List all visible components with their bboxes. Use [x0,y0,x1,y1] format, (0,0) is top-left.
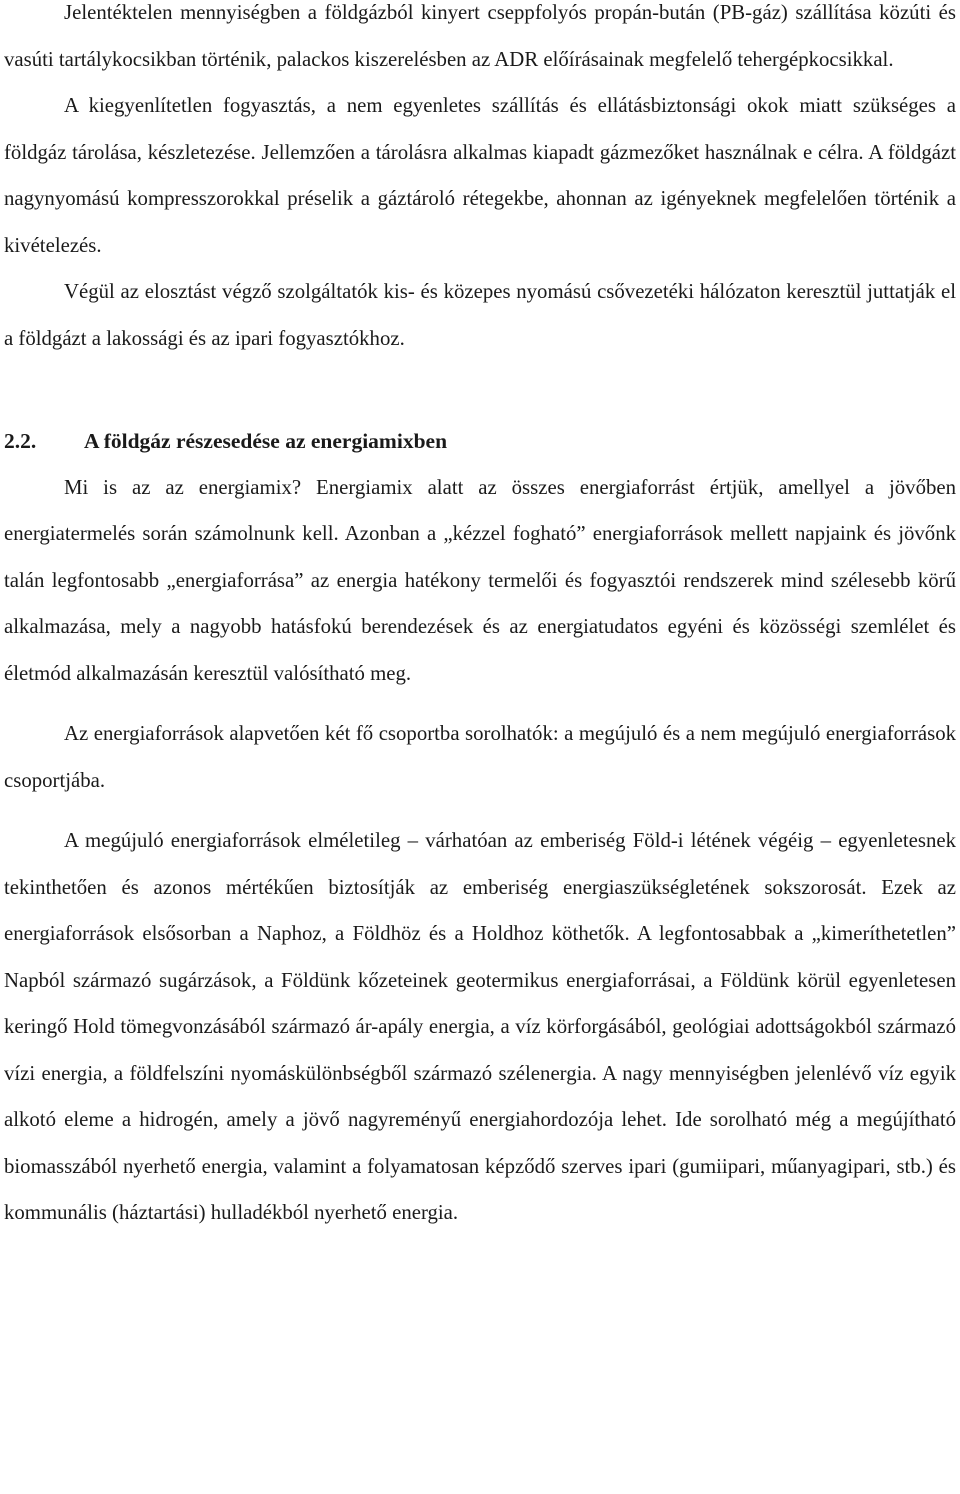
intro-paragraph-3: Végül az elosztást végző szolgáltatók kis- és közepes nyomású csővezetéki hálózaton keresztül juttatják el a földgázt a lakossági és az ipari fogyasztókhoz. [4,280,956,350]
document-page [4,0,956,1237]
body-paragraph-3: A megújuló energiaforrások elméletileg – várhatóan az emberiség Föld-i létének végéig – egyenletesnek tekinthetően és azonos mértékűen biztosítják az emberiség energiaszükségletének sokszorosát. Ezek az energiaforrások elsősorban a Naphoz, a Földhöz és a Holdhoz köthetők. A legfontosabbak a „kimeríthetetlen” Napból származó sugárzások, a Földünk kőzeteinek geotermikus energiaforrásai, a Földünk körül egyenletesen keringő Hold tömegvonzásából származó ár-apály energia, a víz körforgásából, geológiai adottságokból származó vízi energia, a földfelszíni nyomáskülönbségből származó szélenergia. A nagy mennyiségben jelenlévő víz egyik alkotó eleme a hidrogén, amely a jövő nagyreményű energiahordozója lehet. Ide sorolható még a megújítható biomasszából nyerhető energia, valamint a folyamatosan képződő szerves ipari (gumiipari, műanyagipari, stb.) és kommunális (háztartási) hulladékból nyerhető energia. [4,829,956,1224]
section-heading [4,418,956,465]
body-paragraph-2: Az energiaforrások alapvetően két fő csoportba sorolhatók: a megújuló és a nem megújuló energiaforrások csoportjába. [4,722,956,792]
intro-paragraph-2: A kiegyenlítetlen fogyasztás, a nem egyenletes szállítás és ellátásbiztonsági okok miatt szükséges a földgáz tárolása, készletezése. Jellemzően a tárolásra alkalmas kiapadt gázmezőket használnak e célra. A földgázt nagynyomású kompresszorokkal préselik a gáztároló rétegekbe, ahonnan az igényeknek megfelelően történik a kivételezés. [4,94,956,257]
section-number: 2.2. [4,429,37,453]
intro-paragraph-1: Jelentéktelen mennyiségben a földgázból kinyert cseppfolyós propán-bután (PB-gáz) szállítása közúti és vasúti tartálykocsikban történik, palackos kiszerelésben az ADR előírásainak megfelelő tehergépkocsikkal. [4,1,956,71]
section-title: A földgáz részesedése az energiamixben [84,429,448,453]
spacer [4,697,956,711]
spacer [4,804,956,818]
body-paragraph-1: Mi is az az energiamix? Energiamix alatt az összes energiaforrást értjük, amellyel a jövőben energiatermelés során számolnunk kell. Azonban a „kézzel fogható” energiaforrások mellett napjaink és jövőnk talán legfontosabb „energiaforrása” az energia hatékony termelői és fogyasztói rendszerek mind szélesebb körű alkalmazása, mely a nagyobb hatásfokú berendezések és az energiatudatos egyéni és közösségi szemlélet és életmód alkalmazásán keresztül valósítható meg. [4,475,956,685]
spacer [4,362,956,418]
